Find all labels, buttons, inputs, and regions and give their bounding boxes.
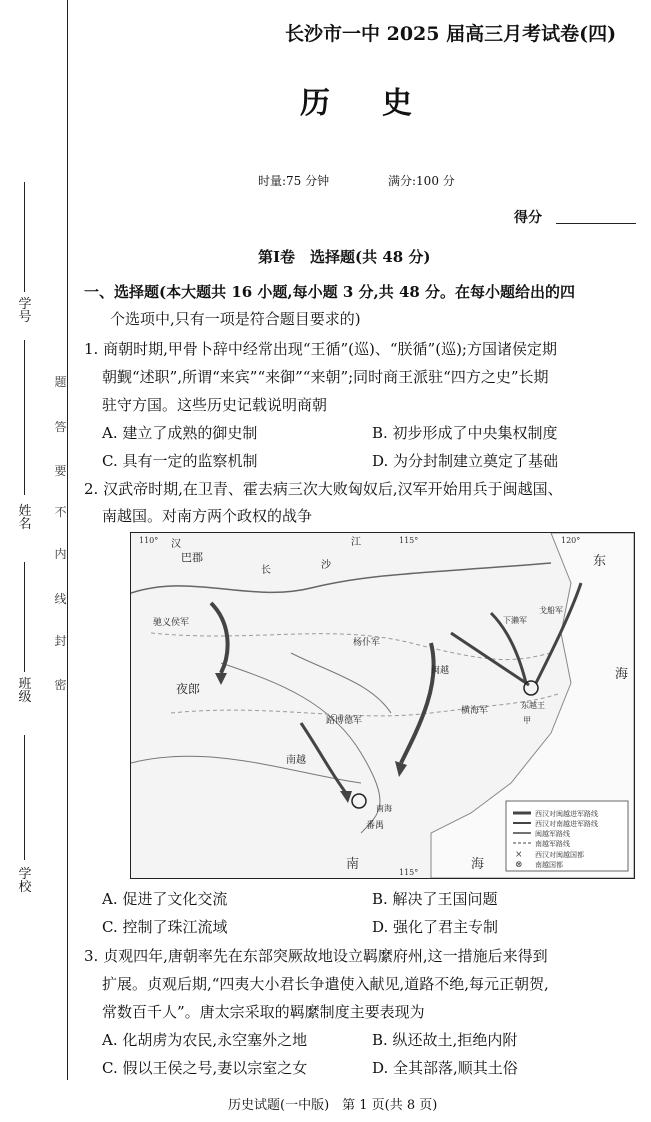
score-label: 得分	[514, 210, 542, 226]
score-blank[interactable]	[556, 223, 636, 224]
place-label: 汉	[171, 539, 181, 550]
question-2-line: 2. 汉武帝时期,在卫青、霍去病三次大败匈奴后,汉军开始用兵于闽越国、	[84, 480, 563, 498]
place-label: 夜郎	[176, 682, 201, 696]
place-label: 东越王	[521, 701, 545, 710]
question-1-option-b[interactable]: B. 初步形成了中央集权制度	[372, 424, 558, 442]
place-label: 江	[351, 537, 361, 548]
student-id-blank[interactable]	[24, 182, 25, 292]
place-label: 路博德军	[326, 716, 363, 726]
question-3-option-a[interactable]: A. 化胡虏为农民,永空塞外之地	[102, 1031, 308, 1049]
legend-item: 闽越军路线	[535, 830, 570, 838]
question-3-option-c[interactable]: C. 假以王侯之号,妻以宗室之女	[102, 1059, 308, 1077]
school-blank[interactable]	[24, 735, 25, 860]
question-1-option-a[interactable]: A. 建立了成熟的御史制	[102, 424, 258, 442]
place-label: 沙	[321, 560, 331, 571]
seal-note-char: 内	[54, 547, 67, 561]
exam-title: 长沙市一中 2025 届高三月考试卷(四)	[285, 23, 617, 45]
class-blank[interactable]	[24, 562, 25, 672]
question-3-line: 3. 贞观四年,唐朝率先在东部突厥故地设立羁縻府州,这一措施后来得到	[84, 947, 548, 965]
place-label: 驰义侯军	[153, 618, 190, 628]
legend-item: 西汉对闽越国都	[535, 851, 584, 859]
place-label: 东	[593, 554, 607, 569]
place-label: 海	[615, 667, 629, 682]
question-2-option-d[interactable]: D. 强化了君主专制	[372, 918, 499, 936]
sea-label: 海	[471, 857, 485, 872]
seal-note-char: 答	[54, 420, 67, 434]
question-3-option-b[interactable]: B. 纵还故土,拒绝内附	[372, 1031, 518, 1049]
school-label: 学校	[18, 867, 32, 895]
question-2-option-a[interactable]: A. 促进了文化交流	[102, 890, 228, 908]
name-blank[interactable]	[24, 340, 25, 495]
student-id-label: 学号	[18, 297, 32, 325]
question-1-line: 朝觐“述职”,所谓“来宾”“来御”“来朝”;同时商王派驻“四方之史”长期	[102, 368, 549, 386]
question-1-line: 驻守方国。这些历史记载说明商朝	[102, 396, 328, 414]
class-label: 班级	[18, 677, 32, 705]
seal-note-char: 线	[54, 592, 67, 606]
question-1-option-d[interactable]: D. 为分封制建立奠定了基础	[372, 452, 559, 470]
place-label: 南越	[286, 755, 306, 766]
question-2-option-c[interactable]: C. 控制了珠江流域	[102, 918, 228, 936]
binding-line	[67, 0, 68, 1080]
seal-note-char: 密	[54, 678, 67, 692]
lon-label: 110°	[139, 536, 159, 545]
question-2-option-b[interactable]: B. 解决了王国问题	[372, 890, 498, 908]
legend-item: 南越军路线	[535, 840, 570, 848]
lon-label: 115°	[399, 868, 419, 877]
question-3-option-d[interactable]: D. 全其部落,顺其土俗	[372, 1059, 518, 1077]
place-label: 长	[261, 565, 271, 576]
page-footer: 历史试题(一中版) 第 1 页(共 8 页)	[228, 1098, 438, 1113]
lon-label: 120°	[561, 536, 581, 545]
svg-text:⊗: ⊗	[515, 860, 523, 870]
full-score: 满分:100 分	[388, 174, 455, 188]
place-label: 杨仆军	[353, 638, 381, 648]
seal-note-char: 题	[54, 375, 67, 389]
question-3-line: 常数百千人”。唐太宗采取的羁縻制度主要表现为	[102, 1003, 425, 1021]
han-southern-campaign-map	[130, 532, 635, 879]
question-1-option-c[interactable]: C. 具有一定的监察机制	[102, 452, 258, 470]
section-title: 第Ⅰ卷 选择题(共 48 分)	[258, 248, 431, 266]
question-1-line: 1. 商朝时期,甲骨卜辞中经常出现“王循”(巡)、“朕循”(巡);方国诸侯定期	[84, 340, 557, 358]
legend-item: 西汉对南越进军路线	[535, 820, 598, 828]
instruction-line: 个选项中,只有一项是符合题目要求的)	[110, 310, 361, 328]
seal-note-char: 封	[54, 634, 67, 648]
binding-margin	[0, 0, 68, 1122]
sea-label: 南	[346, 857, 360, 872]
name-label: 姓名	[18, 504, 32, 532]
place-label: 下濑军	[503, 616, 527, 625]
place-label: 巴郡	[181, 551, 203, 564]
seal-note-char: 要	[54, 464, 67, 478]
lon-label: 115°	[399, 536, 419, 545]
place-label: 横海军	[461, 706, 489, 716]
subject-title: 历史	[300, 86, 464, 121]
time-limit: 时量:75 分钟	[258, 174, 330, 188]
map-svg	[131, 533, 634, 878]
place-label: 番禺	[366, 821, 385, 831]
place-label: 南海	[376, 804, 392, 813]
instruction-line: 一、选择题(本大题共 16 小题,每小题 3 分,共 48 分。在每小题给出的四	[84, 283, 576, 301]
question-2-line: 南越国。对南方两个政权的战争	[102, 507, 313, 525]
legend-item: 西汉对闽越进军路线	[535, 810, 598, 818]
seal-note-char: 不	[54, 505, 67, 519]
question-3-line: 扩展。贞观后期,“四夷大小君长争遣使入献见,道路不绝,每元正朝贺,	[102, 975, 549, 993]
svg-text:×: ×	[515, 850, 523, 860]
place-label: 甲	[523, 716, 531, 725]
legend-item: 南越国都	[535, 861, 563, 869]
place-label: 戈船军	[539, 606, 563, 615]
place-label: 闽越	[431, 666, 450, 676]
